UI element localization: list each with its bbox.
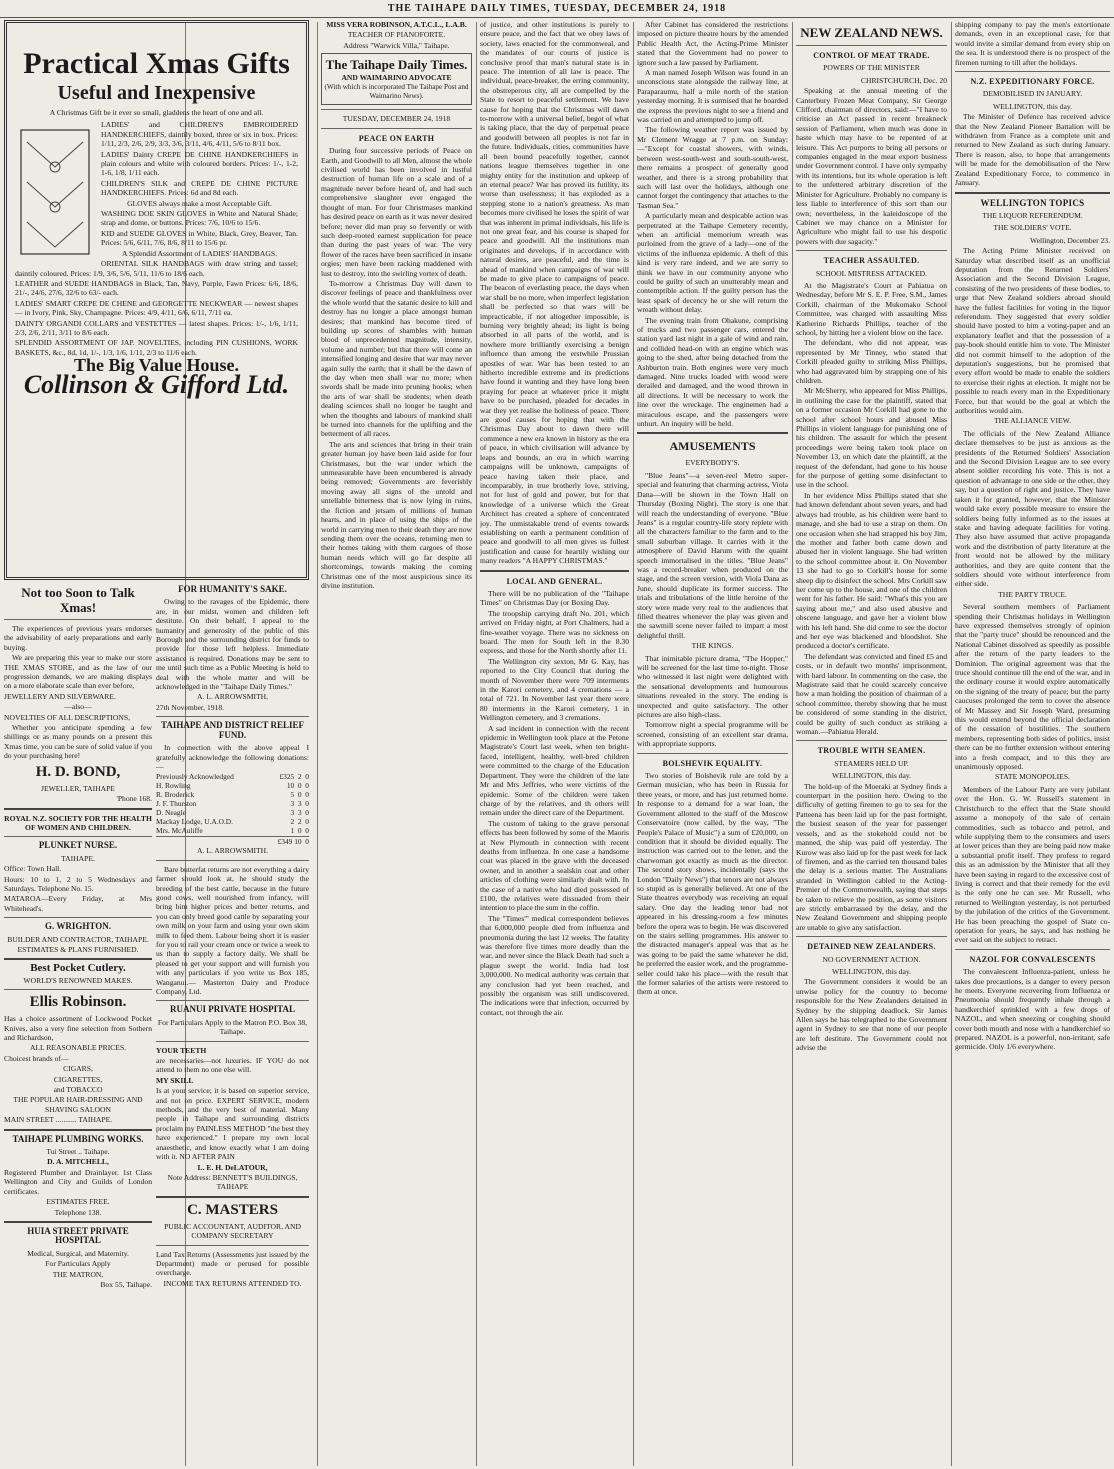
amusements-heading: AMUSEMENTS <box>669 439 756 454</box>
plumbing-text: Registered Plumber and Drainlayer. 1st Class Wellington and City and Guilds of London certificates. <box>4 1167 152 1196</box>
cutlery-sub: WORLD'S RENOWNED MAKES. <box>23 975 133 985</box>
bond-name: H. D. BOND, <box>35 763 121 780</box>
dateline: WELLINGTON, this day. <box>831 771 912 781</box>
robinson-text: Address "Warwick Villa," Taihape. <box>343 40 450 50</box>
column-rule <box>317 22 318 1466</box>
topics-text: Members of the Labour Party are very jubilant over the Hon. G. W. Russell's statement in Christchurch to the effect that the State should assume a monopoly of the sale of certain commodities, such as tobacco and petrol, and while supplying them to the consumers and users at lower prices than they are being paid now make a substantial profit itself. They profess to regard this as an admission by the Minister that all they have been saying in regard to the excessive cost of living is correct and that their remedy for the evil is the only one he can see. Mr Russell, who returned to Wellington yesterday, is not perturbed by the jubilation of the critics of the Government. He has been preaching the gospel of State co-operation for years, he says, and has nothing he ever said on the subject to retract. <box>955 784 1110 945</box>
wellington-topics-subheading: THE LIQUOR REFERENDUM. <box>982 210 1083 220</box>
teeth-heading: YOUR TEETH <box>156 1045 207 1055</box>
wellington-topics-subheading: THE SOLDIERS' VOTE. <box>993 223 1072 233</box>
ellis-text: Choicest brands of— <box>4 1053 69 1063</box>
amusements-text: "Blue Jeans"—a seven-reel Metro super-special and featuring that charming actress, Viola Dana—will be shown in the Town Hall on Thursday (Boxing Night). The story is one that will reach the understanding of everyone. "Blue Jeans" is a regular country-life story replete with all the characters familiar to the farm and to the small suburban village. It carries with it the atmosphere of David Harum with the quaint speech immortalised in the titles. "Blue Jeans" was a record-breaker when produced on the stage, and the screen version, with Viola Dana as June, should duplicate its former success. The trials and tribulations of the little heroine of the story were made very real to the audiences that filled theatres whenever the play was given and the sawmill scene never failed to impart a most delightful thrill. <box>637 470 788 640</box>
newspaper-note: (With which is incorporated The Taihape Post and Waimarino News). <box>324 82 469 101</box>
ruanui-text: For Particulars Apply to the Matron P.O. Box 38, Taihape. <box>157 1017 308 1037</box>
huia-text: For Particulars Apply <box>45 1259 111 1269</box>
ellis-text: THE POPULAR HAIR-DRESSING AND SHAVING SALOON <box>13 1095 143 1114</box>
teeth-text: Is at your service; it is based on superior service, and not on price. EXPERT SERVICE, modern methods, and the very best of material. Many people in Taihape and surrounding districts proclaim my PAINLESS METHOD "the best they have experienced." I prepare my own local anaesthetic, and know exactly what I am doing with it. NO AFTER PAIN <box>156 1086 309 1162</box>
relief-row-name: Previously Acknowledged <box>156 772 234 782</box>
local-news-item: The custom of taking to the grave personal effects has been followed by some of the Maoris at New Plymouth in connection with recent deaths from influenza. In one case a handsome coat was placed in the grave with the deceased owner, and in another a sealskin coat and other articles of clothing were similarly dealt with. In the case of a native who had died possessed of £100, the relatives were dissuaded from their intention to place the sum in the coffin. <box>480 818 629 913</box>
bond-advert-text: Whether you anticipate spending a few shillings or as many pounds on a present this Xmas time, you can be sure of solid value if you do your purchasing here! <box>4 723 152 761</box>
relief-row-amount: £325 2 0 <box>279 772 309 782</box>
teacher-text: The defendant was convicted and fined £5 and costs, or in default two months' imprisonment, with hard labour. In commenting on the case, the Magistrate said that he could scarcely conceive how a man holding the position of chairman of a school committee, thereby showing that he must be considered of some standing in the district, could be guilty of such conduct as striking a woman.—Pahiatua Herald. <box>796 651 947 737</box>
masters-text: Land Tax Returns (Assessments just issued by the Department) made or perused for possible overcharge. <box>156 1249 309 1278</box>
masters-name: C. MASTERS <box>187 1201 278 1218</box>
ellis-text: and TOBACCO <box>53 1085 103 1095</box>
huia-text: THE MATRON, <box>52 1269 104 1279</box>
huia-text: Medical, Surgical, and Maternity. <box>27 1248 129 1258</box>
bond-phone: 'Phone 168. <box>116 794 152 804</box>
ellis-text: ALL REASONABLE PRICES. <box>29 1043 127 1053</box>
editorial-text: To-morrow a Christmas Day will dawn to discover feelings of peace and thankfulness over the whole world that the satanic desire to kill and destroy has no longer a place amongst human desires; that mankind has become tired of building up scores of shambles with human blood of unprecedented magnitude, intensity, volume and number; but that there will come an intensified longing and desire that war may never again sully the earth; that it shall be the dawn of the day when men shall war no more; when swords shall be made into pruning hooks; when the arts of war shall be students; when death dealing sciences shall no longer be taught and when the thoughts and labours of mankind shall be turned into channels for the uplifting and the betterment of all races. <box>321 278 472 439</box>
relief-row-name: D. Neagle <box>156 808 186 818</box>
detained-text: The Government considers it would be an unwise policy for the country to become responsible for the New Zealanders detained in Sydney by the shipping deadlock. Sir James Allen says he has telegraphed to the Government agent in Sydney to see that none of our people are left destitute. The Government could not advise the <box>796 977 947 1053</box>
advert-item: KID and SUEDE GLOVES in White, Black, Grey, Beaver, Tan. Prices: 5/6, 6/11, 7/6, 8/6, 8/11 to 15/6 pr. <box>101 228 298 248</box>
column-5 <box>796 20 947 1467</box>
relief-row-name: R. Broderick <box>156 790 195 800</box>
relief-row <box>156 826 309 835</box>
teacher-text: Mr McSherry, who appeared for Miss Phillips, in outlining the case for the plaintiff, stated that on a former occasion Mr Corkill had gone to the school after school hours and abused Miss Phillips in violent language for punishing one of his children. The assault for which the present proceedings were being taken took place on November 13, on which date the plaintiff, at the request of the defendant, had gone to his house for the purpose of getting some disinfectant to use in the school. <box>796 386 947 490</box>
news-item: A particularly mean and despicable action was perpetrated at the Taihape Cemetery recently, when an artificial memorium wreath was purloined from the grave of a lady—one of the victims of the influenza epidemic. A theft of this kind is very rare indeed, and we are sorry to think we have in our community anyone who could be guilty of such an unutterably mean and contemptible action. If the guilty person has the least spark of decency he or she will return the wreath without delay. <box>637 211 788 315</box>
nazol-heading: NAZOL FOR CONVALESCENTS <box>969 954 1096 964</box>
relief-signature: A. L. ARROWSMITH. <box>196 846 269 856</box>
column-rule <box>951 22 952 1466</box>
huia-text: Box 55, Taihape. <box>100 1279 152 1289</box>
advert-brand: Collinson & Gifford Ltd. <box>23 369 290 399</box>
alliance-heading: THE ALLIANCE VIEW. <box>994 416 1071 426</box>
relief-row-name: Mackay Lodge, U.A.O.D. <box>156 817 233 827</box>
meat-trade-text: Speaking at the annual meeting of the Canterbury Frozen Meat Company, Sir George Clifford, chairman of directors, said:—"I have to criticise an Act passed in recent breakneck session of Parliament, when much was done in haste which may have to be repented of at leisure. This Act purports to bring all persons or companies engaged in the meat export business under Government control. I have only sympathy with its intentions, but its whole operation is left to the unfettered arbitrary discretion of the Minister for Agriculture. Probably no company is less liable to interference of this sort than our own; nevertheless, in the kaleidoscope of the Cabinet we may chance on a Minister for Agriculture who might fail to use his despotic powers with due sagacity." <box>796 86 947 246</box>
local-news-item: The "Times'" medical correspondent believes that 6,000,000 people died from influenza and pneumonia during the last 12 weeks. The fatality was therefore five times more deadly than the war, and never since the Black Death had such a plague swept the world. India had lost 3,000,000. No medical authority was certain that any conclusion had yet been reached, and possibly the organism was still undiscovered. The indications were that infection, occurred by contact, not through the air. <box>480 913 629 1017</box>
column-rule <box>476 22 477 1466</box>
relief-row-amount: 2 2 0 <box>290 817 309 827</box>
advert-intro: A Christmas Gift be it ever so small, gladdens the heart of one and all. <box>49 108 264 117</box>
wrighton-line: ESTIMATES & PLANS FURNISHED. <box>17 944 139 954</box>
meat-trade-heading: CONTROL OF MEAT TRADE. <box>813 51 930 60</box>
humanity-text: Owing to the ravages of the Epidemic, there are, in our midst, women and children left destitute. On their behalf, I appeal to the humanity and generosity of the public of this Borough and the surrounding district for funds to provide for those left helpless. Immediate assistance is required. Donations may be sent to me until such time as a Public Meeting is held to deal with the whole matter and will be acknowledged in the "Taihape Daily Times." <box>156 597 309 692</box>
seamen-text: The hold-up of the Moeraki at Sydney finds a counterpart in the position here. Owing to the difficulty of getting firemen to go to sea for the Patteena has been laid up for the past fortnight, the busiest season of the year for passenger vessels, and as the stokehold could not be manned, the ship was paid off yesterday. The Kurow was also laid up for the past week for lack of firemen, and as the carried ten thousand bales the delay is a serious matter. The Australians stranded in Wellington cabled to the Acting-Premier of the Commonwealth, saying that steps be taken to relieve the position, as some visitors are strictly embarrassed by the delay, and the New Zealand Government and shipping people are unable to give any satisfaction. <box>796 781 947 932</box>
ruanui-heading: RUANUI PRIVATE HOSPITAL <box>169 1004 296 1015</box>
meat-trade-subheading: POWERS OF THE MINISTER <box>823 63 920 73</box>
advert-title: Practical Xmas Gifts <box>23 47 290 80</box>
plumbing-heading: TAIHAPE PLUMBING WORKS. <box>12 1133 144 1144</box>
kings-text: That inimitable picture drama, "The Hopper," will be screened for the last time to-night. Those who witnessed it last night were delighted with the sensational developments and humourous situations revealed in the story. The ending is unexpected and quite satisfactory. The other pictures are also high-class. <box>637 653 788 720</box>
editorial-text: During four successive periods of Peace on Earth, and Goodwill to all Men, almost the whole civilised world has been involved in lustful destruction of human life on a scale and of a magnitude never before heard of, and had such comprehensive slaughter ever engaged the thought of man. For four Christmases mankind has desired peace on earth as it was never desired before; never did man pray so fervently or with such deep-rooted earnest supplication for peace than during the past years of war. The very flower of the races have been sacrificed in insane orgies; men have been racking maddened with lust to destroy, into the swirling vortex of death. <box>321 146 472 278</box>
newspaper-title: The Taihape Daily Times. <box>325 57 468 73</box>
plumbing-text: Telephone 138. <box>54 1207 102 1217</box>
news-item: After Cabinet has considered the restrictions imposed on picture theatre hours by the amended Public Health Act, the Acting-Prime Minister stated that the Government had no power to ignore such a law passed by Parliament. <box>637 20 788 67</box>
wellington-topics-heading: WELLINGTON TOPICS <box>980 197 1085 208</box>
relief-row <box>156 817 309 826</box>
kings-text: Tomorrow night a special programme will be screened, consisting of an excellent star drama, with appropriate supports. <box>637 720 788 749</box>
xmas-gifts-advert <box>4 20 309 580</box>
bolshevik-heading: BOLSHEVIK EQUALITY. <box>662 758 763 768</box>
seamen-heading: TROUBLE WITH SEAMEN. <box>817 746 926 756</box>
teacher-text: In her evidence Miss Phillips stated that she had known defendant about seven years, and had always had trouble, as his children were hard to manage, and she had to use a strap on them. On one occasion when she had strapped his boy Jim, the mother and father both came down and abused her in violent language. She had written to the school committee about it. On November 13 she had to go to Corkill's house for some sheep dip to disinfect the school. Mrs Corkill saw her come up to the house, and one of the children went for his father. He said: "What's this you are saying about me," and also used abusive and obscene language, and gave her a violent blow with his left hand. She did come to see the doctor and her eye was blackened and bloodshot. She produced a doctor's certificate. <box>796 490 947 651</box>
topics-text: The officials of the New Zealand Alliance declare themselves to be just as anxious as the presidents of the Returned Soldiers' Association and the Second Division League are to see every absent soldier recording his vote. This is not a question of advantage to one side or the other, they say, but a question of right and justice. They have taken it for granted, however, that the Minister would take every possible measure to ensure the soldiers being fully informed as to the issues at stake and having adequate facilities for voting. They also have assumed that active propaganda work and the distribution of party literature at the front would not be allowed by the military authorities, and they are quite content that the soldiers should vote without interference from either side. <box>955 428 1110 589</box>
plunket-title: PLUNKET NURSE. <box>38 840 118 851</box>
humanity-signature: A. L. ARROWSMITH, <box>196 692 269 702</box>
bond-advert-text: —also— <box>64 702 92 712</box>
ellis-text: MAIN STREET ........... TAIHAPE. <box>4 1115 113 1125</box>
dateline: WELLINGTON, this day. <box>992 101 1073 111</box>
local-news-item: The Wellington city sexton, Mr G. Kay, has reported to the City Council that during the month of November there were 709 interments in the Karori cemetery, and 4 cremations — a total of 721. In November last year there were 80 interments in the Karori cemetery, 1 in Wellington cemetery, and 3 cremations. <box>480 656 629 723</box>
relief-row-amount: 1 0 0 <box>290 826 309 836</box>
relief-row <box>156 790 309 799</box>
news-item: The evening train from Ohakune, comprising of trucks and two passenger cars, entered the station yard last night in a gale of wind and rain, and collided head-on with an engine which was going to the shed, after being detached from the Ashburton train. Both engines were very much damaged. Nine trucks loaded with wood were derailed and damaged, and the wood thrown in all directions. It will be necessary to work the line over the wreckage. The enginemen had a miraculous escape, and the passengers were unhurt. An inquiry will be held. <box>637 315 788 429</box>
editorial-text: The arts and sciences that bring in their train greater human joy have been laid aside for four Christmases, but the war under which the unmeasurable have been encumbered is already being removed; Governments are feverishly moving away all signs of the untold and untellable bitterness that is now lying in ruins, the fiction and jetsam of millions of human hearts, and in place of using the ships of the world in carrying men to their death they are now sending them over the oceans, returning men to their homes taking with them cargoes of those human needs which will go far despite all shortcomings, towards making the coming Christmas one of the most auspicious since its divine institution. <box>321 439 472 590</box>
plumbing-text: Tui Street .. Taihape. <box>46 1147 110 1157</box>
humanity-heading: FOR HUMANITY'S SAKE. <box>178 584 287 594</box>
relief-donations-table <box>156 772 309 835</box>
page-masthead: THE TAIHAPE DAILY TIMES, TUESDAY, DECEMBER 24, 1918 <box>0 0 1114 18</box>
relief-row-amount: 3 3 0 <box>290 799 309 809</box>
bond-advert-text: The experiences of previous years endorses the advisability of early preparations and early buying. <box>4 624 152 652</box>
advert-tagline: The Big Value House. <box>73 355 240 376</box>
relief-heading: TAIHAPE AND DISTRICT RELIEF FUND. <box>161 720 304 740</box>
topics-text: The Acting Prime Minister received on Saturday what described itself as an unofficial deputation from the Returned Soldiers' Association and the Second Division League, consisting of the two presidents of these bodies, to urge that New Zealand soldiers abroad should have the fullest facilities for voting in the liquor referendum. They suggested that every soldier should have posted to him a voting-paper and an explanatory leaflet and that the possession of a pay-book should entitle him to vote. The Minister did not commit himself to the adoption of the deputation's suggestions, but he promised that every effort would be made to enable the soldiers to exercise their rights at election. It might not be possible to reach every man in the Expeditionary Force, but that would be the goal at which the authorities would aim. <box>955 246 1110 416</box>
advert-item: LADIES' SMART CREPE DE CHENE and GEORGETTE NECKWEAR — newest shapes — in Ivory, Pink, Sky, Champagne. Prices: 4/9, 4/11, 6/6, 6/11, 7/11 ea. <box>15 298 298 318</box>
relief-row <box>156 772 309 781</box>
huia-heading: HUIA STREET PRIVATE HOSPITAL <box>27 1225 129 1246</box>
cutlery-heading: Best Pocket Cutlery. <box>30 962 126 975</box>
local-news-item: The troopship carrying draft No. 201, which arrived on Friday night, at Port Chalmers, had a fine-weather voyage. There was no sickness on board. The men for South left in the 8.30 express, and those for the North shortly after 11. <box>480 608 629 656</box>
newspaper-subtitle: AND WAIMARINO ADVOCATE <box>341 73 452 83</box>
advert-item: CHILDREN'S SILK and CREPE DE CHINE PICTURE HANDKERCHIEFS. Prices: 6d and 8d each. <box>101 178 298 198</box>
kings-heading: THE KINGS. <box>691 641 734 651</box>
teeth-name: L. E. H. DeLATOUR, <box>197 1162 268 1172</box>
advert-item: DAINTY ORGANDI COLLARS and VESTETTES — latest shapes. Prices: 1/-, 1/6, 1/11, 2/3, 2/6, 2/11, 3/11 to 8/6 each. <box>15 318 298 337</box>
column-1 <box>4 20 309 1467</box>
advert-item: LEATHER and SUEDE HANDBAGS in Black, Tan, Navy, Purple, Fawn Prices: 6/6, 18/6, 21/-, 24/6, 27/6, 32/6 to 63/- each. <box>15 278 298 298</box>
teeth-address: Note Address: BENNETT'S BUILDINGS, TAIHAPE <box>167 1172 298 1192</box>
masters-text: INCOME TAX RETURNS ATTENDED TO. <box>163 1278 302 1288</box>
humanity-date: 27th November, 1918. <box>156 702 225 712</box>
teeth-heading: MY SKILL <box>156 1075 194 1085</box>
relief-row-amount: 3 3 0 <box>290 808 309 818</box>
relief-row <box>156 808 309 817</box>
expeditionary-text: The Minister of Defence has received advice that the New Zealand Pioneer Battalion will be withdrawn from France as a complete unit and returned to New Zealand as such during January. There is reason, also, to hope that arrangements will be made for the demobilisation of the New Zealand Expeditionary Force, to commence in January. <box>955 112 1110 188</box>
column-2 <box>321 20 472 1467</box>
relief-row-amount: 5 0 0 <box>290 790 309 800</box>
ellis-heading: Ellis Robinson. <box>29 994 127 1011</box>
detained-heading: DETAINED NEW ZEALANDERS. <box>807 942 936 952</box>
seamen-subheading: STEAMERS HELD UP. <box>834 758 909 768</box>
column-rule <box>633 22 634 1466</box>
relief-row <box>156 799 309 808</box>
editorial-heading: PEACE ON EARTH <box>358 133 435 143</box>
dateline: Wellington, December 23. <box>1030 235 1110 245</box>
detained-subheading: NO GOVERNMENT ACTION. <box>822 954 921 964</box>
relief-row-name: Mrs. McAuliffe <box>156 826 203 836</box>
advert-item: LADIES' Dainty CREPE DE CHINE HANDKERCHIEFS in plain colours and white with coloured borders. Prices: 1/-, 1-2, 1-6, 1/8, 1/11 each. <box>101 149 298 178</box>
advert-subtitle: Useful and Inexpensive <box>57 82 256 104</box>
teacher-text: The defendant, who did not appear, was represented by Mr Tinney, who stated that Corkill pleaded guilty to striking Miss Phillips, who had aggravated him by strapping one of his children. <box>796 338 947 385</box>
plunket-mataroa: MATAROA—Every Friday, at Mrs Whitehead's. <box>4 894 152 913</box>
bolshevik-text: Two stories of Bolshevik rule are told by a German musician, who has been in Russia for three years, or more, and has just returned home. In response to a demand for a war loan, the Government allotted to the staff of the Moscow Conservatoire (now called, by the way, "The People's Palace of Music") a sum of £20,000, on condition that it should be divided equally. The instruction was carried out to the letter, and the charwoman got exactly as much as the director. The second story shows, incidentally (says the London "Daily News") that tenors are not always so stupid as is generally believed. At one of the State theatres everybody was receiving an equal salary. One day the leading tenor had not appeared in his dressing-room a few minutes before the opera was to begin. He was discovered on the stairs selling programmes. His answer to the distracted manager's appeal was that as he was going to be paid the same whatever he did, he preferred the easier work, and the programme-seller could take his place—with the result that the former salaries of the artists were restored to them at once. <box>637 771 788 997</box>
bond-advert-heading: Not too Soon to Talk Xmas! <box>21 585 135 615</box>
nz-news-heading: NEW ZEALAND NEWS. <box>800 25 943 40</box>
bond-advert-text: NOVELTIES OF ALL DESCRIPTIONS, <box>4 712 131 722</box>
local-general-heading: LOCAL AND GENERAL. <box>506 576 603 586</box>
local-news-item: A sad incident in connection with the recent epidemic in Wellington took place at the Petone Magistrate's Court last week, when ten bright-faced, intelligent, healthy, well-bred children were committed to the charge of the Education Department. They were the children of the late Mr and Mrs Jeffries, who were victims of the epidemic. Some of the children were taken charge of by the relatives, and th others will remain under the direct care of the Department. <box>480 723 629 818</box>
dateline: WELLINGTON, this day. <box>831 966 912 976</box>
newspaper-masthead <box>321 53 472 105</box>
teacher-heading: TEACHER ASSAULTED. <box>823 256 920 266</box>
advert-item: A Splendid Assortment of LADIES' HANDBAGS. <box>122 248 277 258</box>
advert-item: ORIENTAL SILK HANDBAGS with draw string and tassel; daintily coloured. Prices: 1/9, 3/6, 5/6, 5/11, 11/6 to 18/6 each. <box>15 259 298 278</box>
local-news-item: There will be no publication of the "Taihape Times" on Christmas Day (or Boxing Day. <box>480 588 629 608</box>
teacher-text: At the Magistrate's Court at Pahiatua on Wednesday, before Mr S. E. P. Free, S.M., James Corkill, chairman of the Mukomako School Committee, was charged with assaulting Miss Katherine Richards Phillips, teacher of the school, by hitting her a violent blow on the face. <box>796 280 947 337</box>
relief-total: £349 10 0 <box>277 837 309 847</box>
handkerchief-box-illustration <box>15 122 95 262</box>
expeditionary-subheading: DEMOBILISED IN JANUARY. <box>982 89 1083 99</box>
column-6 <box>955 20 1110 1467</box>
advert-item: LADIES' and CHILDREN'S EMBROIDERED HANDKERCHIEFS, daintily boxed, three or six in box. Prices: 1/11, 2/3, 2/6, 2/9, 3/3, 3/6, 3/11, 4/6, 4/11, 5/6 to 8/11 box. <box>101 120 298 149</box>
truce-heading: THE PARTY TRUCE. <box>998 589 1067 599</box>
column-rule <box>792 22 793 1466</box>
column-3 <box>480 20 629 1467</box>
topics-text: Several southern members of Parliament spending their Christmas holidays in Wellington have expressed themselves strongly of opinion that the "party truce" should be renounced and the National Cabinet dissolved as speedily as possible after the return of the party leaders to the Dominion. The original agreement was that the truce should continue till the end of the war, and in the ordinary course it would expire automatically on the signing of the treaty of peace; but the party caucuses prolonged the term to cover the absence of Mr Massey and Sir Joseph Ward, presuming this would extend beyond the official declaration of the cessation of hostilities. The southern members, representing both sides of politics, insist there can be no further extension without entering into a fresh compact, and to this they are unanimously opposed. <box>955 602 1110 772</box>
bond-advert-text: We are preparing this year to make our store THE XMAS STORE, and as the law of our progression demands, we are making displays on a more elaborate scale than ever before, <box>4 653 152 691</box>
plunket-society: ROYAL N.Z. SOCIETY FOR THE HEALTH OF WOMEN AND CHILDREN. <box>4 813 152 832</box>
column-4 <box>637 20 788 1467</box>
amusements-subheading: EVERYBODY'S. <box>685 458 740 468</box>
news-item: shipping company to pay the men's extortionate demands, even in an exceptional case, for that would invite a similar demand from every ship on the sea. It is understood there is no prospect of the firemen turning to till after the holidays. <box>955 20 1110 67</box>
ellis-text: CIGARETTES, <box>53 1074 103 1084</box>
relief-row <box>156 781 309 790</box>
masters-text: PUBLIC ACCOUNTANT, AUDITOR, AND COMPANY SECRETARY <box>164 1221 301 1241</box>
bond-advert-text: JEWELLERY AND SILVERWARE. <box>4 691 116 701</box>
nazol-text: The convalescent Influenza-patient, unless he takes due precautions, is a danger to every person he meets. Everyone recovering from Influenza or Pneumonia should frequently inhale through a handkerchief sprinkled with a few drops of NAZOL, and when sneezing or coughing should cover both mouth and nose with a handkerchief so prepared. NAZOL is a powerful, non-irritant, safe germicide. Only 1/6 everywhere. <box>955 967 1110 1052</box>
news-item: A man named Joseph Wilson was found in an unconscious state alongside the railway line, at Paraparaumu, half a mile north of the station yesterday morning. It is surmised that he boarded the express the previous night to see a friend and was carried on and attempted to jump off. <box>637 68 788 125</box>
plumbing-text: ESTIMATES FREE. <box>46 1197 110 1207</box>
dateline: CHRISTCHURCH, Dec. 20 <box>860 75 947 85</box>
relief-row-amount: 10 0 0 <box>286 781 309 791</box>
relief-intro: In connection with the above appeal I gratefully acknowledge the following donations:— <box>156 743 309 771</box>
ellis-text: CIGARS, <box>63 1064 93 1074</box>
advert-item: WASHING DOE SKIN GLOVES in White and Natural Shade; strap and dome, or buttons. Prices: 7/6, 10/6 to 15/6. <box>101 209 298 228</box>
advert-item: GLOVES always make a most Acceptable Gift. <box>127 198 272 208</box>
plunket-office: Office: Town Hall. <box>4 864 62 874</box>
teeth-text: are necessaries—not luxuries. IF YOU do not attend to them no one else will. <box>156 1056 309 1075</box>
plumbing-text: D. A. MITCHELL, <box>47 1157 109 1167</box>
bond-trade: JEWELLER, TAIHAPE <box>41 783 115 793</box>
monopolies-heading: STATE MONOPOLIES. <box>995 772 1070 782</box>
relief-row-name: H. Rowling <box>156 781 191 791</box>
butterfat-advert: Bare butterfat returns are not everything a dairy farmer should look at, he should study the breeding of the best cattle, because in the future good cows, well nourished from infancy, will bring him higher prices and better returns, and you can only breed good cattle by separating your own milk on your farm and using your own skim milk to feed them. Labour being short it is easier for you to rail your cream once or twice a week to us than to supply a factory daily. We shall be pleased to get your support and will furnish you with any particulars if you write us Box 185, Wanganui.— Masterton Dairy and Produce Company, Ltd. <box>156 864 309 996</box>
ellis-text: Has a choice assortment of Lockwood Pocket Knives, also a very fine selection from Sothern and Richardson, <box>4 1014 152 1042</box>
plunket-hours: Hours: 10 to 1, 2 to 5 Wednesdays and Saturdays. Telephone No. 15. <box>4 874 152 893</box>
news-item: The following weather report was issued by Mr Clement Wragge at 7 p.m. on Sunday:—"Except for coastal showers, with winds, between west-south-west and south-south-west, there remains a prospect of generally good weather, and there is a strong probability that such will last over the holidays, although one cannot forget the contingency that attaches to the Tasman Sea." <box>637 125 788 210</box>
wrighton-trade: BUILDER AND CONTRACTOR, TAIHAPE. <box>7 934 149 944</box>
robinson-text: TEACHER OF PIANOFORTE. <box>347 30 446 40</box>
editorial-continued: of justice, and other institutions is purely to ensure peace, and the fact that we obey laws of society, laws enacted for the commonweal, and the mandates of our courts of justice is conclusive proof that man's natural state is in peace. The intention of all law is peace. The individual, peace-breaker, the erring community, the obstreperous city, all are compelled by the State to resort to peaceful settlement. We have cause for hoping that the Christmas will dawn to-morrow with a universal belief, begot of what is taking place, that the day of perpetual peace and goodwill between all peoples is not far in the future. Individuals, cities, communities have all been bound peacefully together, cannot nations league themselves together in one mighty entity for the institution and upkeep of an eternal peace? War has proved its futility, its worse than uselessness; it has exploded as a stepping stone to a nation's greatness. As man becomes more civilised he loses the spirit of war that was inherent in primal individuals, his life is not one great fear, and his course is shaped for peace and goodwill. All the institutions man originates and develops, if in accordance with natural desires, are peaceful, and the time is ahead of mankind when campaigns of war will be made to give place to campaigns of peace. The beacon of everlasting peace, the days when war shall be no more, when imperfect legislation shall be perfected so that wars will be impracticable, if not altogether impossible, is burning very brightly ahead; its light is being absorbed in all parts of the world, and is nowhere more brilliantly exercising a benign influence than among the erstwhile Prussian apostles of war. War has been tested to an hitherto incredible extreme and its predictions have found it wanting and they have long been praying for peace at whatever price it might have to be purchased, pleaded for decades in war they yet realise the holiness of peace. There are good causes for hoping that with the Christmas Day about to dawn there will commence a new era known in history as the era of peace, in which civilisation will advance by leaps and bounds, an era in which warring campaigns will be unknown, campaigns of peace having taken their place, and incomparably, in true brotherly love, striving, not for lust of gold and power, but for that knowledge of a universe which the Great Architect has created a sphere of concentrated joy. The unmistakable trend of events towards establishing on earth a permanent condition of peace and goodwill to all men gives us fullest justification and cause for heartily wishing our many readers "A HAPPY CHRISTMAS." <box>480 20 629 566</box>
wrighton-name: G. WRIGHTON. <box>45 921 111 932</box>
advert-item: SPLENDID ASSORTMENT OF JAP. NOVELTIES, including PIN CUSHIONS, WORK BASKETS, &c., 8d, 1d, 1/-, 1/3, 1/6, 1/11, 2/3 to 11/6 each. <box>15 338 298 357</box>
plunket-place: TAIHAPE. <box>61 853 95 863</box>
robinson-name: MISS VERA ROBINSON, A.T.C.L., L.A.B. <box>326 20 467 29</box>
relief-row-name: J. F. Thurston <box>156 799 197 809</box>
teacher-subheading: SCHOOL MISTRESS ATTACKED. <box>815 268 928 278</box>
issue-date: TUESDAY, DECEMBER 24, 1918 <box>342 114 451 124</box>
expeditionary-heading: N.Z. EXPEDITIONARY FORCE. <box>970 77 1095 87</box>
